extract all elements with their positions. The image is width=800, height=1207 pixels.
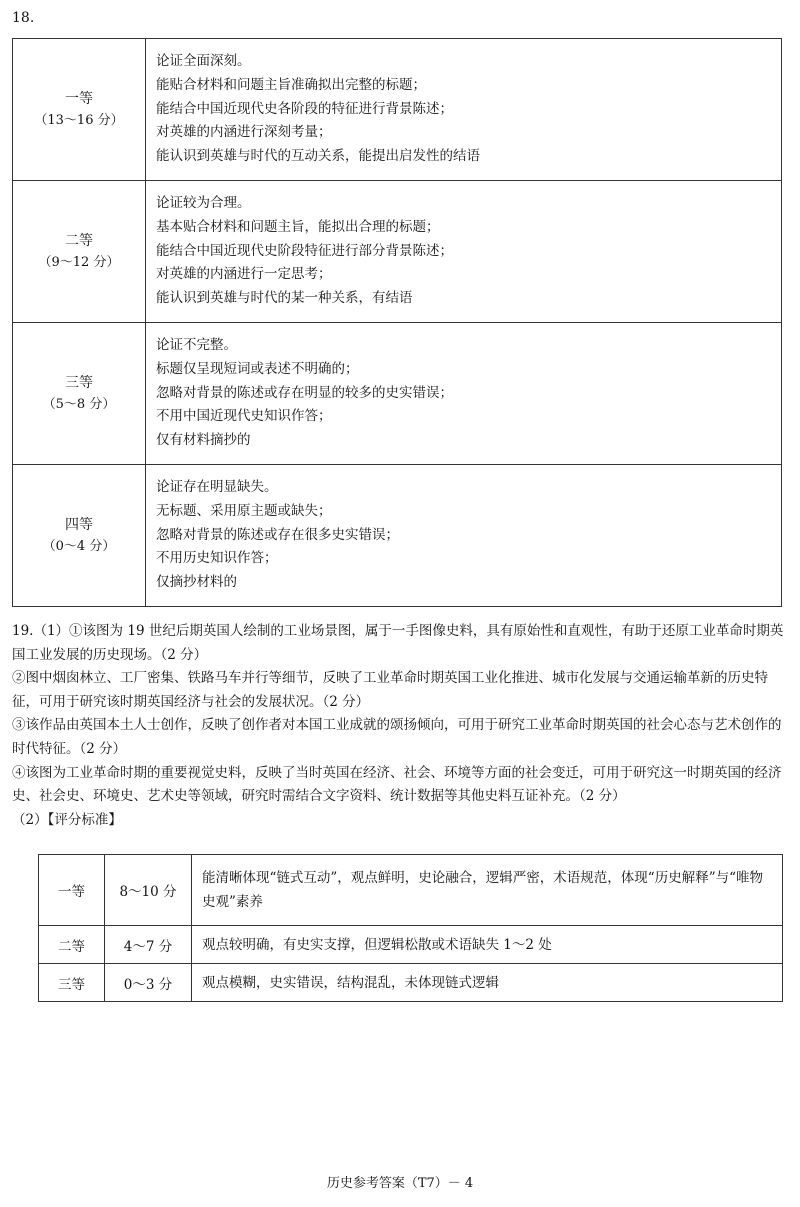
criteria-line: 标题仅呈现短词或表述不明确的； bbox=[156, 360, 359, 377]
grade-level: 二等 bbox=[65, 232, 93, 249]
criteria-line: 能认识到英雄与时代的互动关系，能提出启发性的结语 bbox=[156, 148, 480, 165]
grade-row bbox=[39, 926, 783, 964]
criteria-line: 忽略对背景的陈述或存在明显的较多的史实错误； bbox=[156, 384, 453, 401]
grade-score-range: （5～8 分） bbox=[42, 396, 116, 412]
answer-paragraph-3: ③该作品由英国本土人士创作，反映了创作者对本国工业成就的颂扬倾向，可用于研究工业革命时期英国的社会心态与艺术创作的时代特征。（2 分） bbox=[12, 717, 782, 757]
grade-level: 二等 bbox=[39, 926, 105, 964]
question-18-grading-table bbox=[12, 38, 782, 607]
criteria-line: 能认识到英雄与时代的某一种关系，有结语 bbox=[156, 290, 413, 307]
question-19-answer bbox=[12, 620, 784, 832]
grade-criteria-cell bbox=[146, 465, 782, 607]
grade-criteria-cell bbox=[146, 181, 782, 323]
criteria-line: 论证存在明显缺失。 bbox=[156, 479, 278, 496]
grade-level-cell bbox=[13, 323, 146, 465]
criteria-line: 论证全面深刻。 bbox=[156, 53, 251, 70]
grade-criteria-cell bbox=[146, 323, 782, 465]
question-19-grading-table bbox=[38, 854, 783, 1002]
grade-level: 一等 bbox=[65, 90, 93, 107]
grade-row bbox=[13, 181, 782, 323]
criteria-line: 忽略对背景的陈述或存在很多史实错误； bbox=[156, 526, 399, 543]
criteria-line: 对英雄的内涵进行一定思考； bbox=[156, 266, 332, 283]
grade-score-range: 4～7 分 bbox=[105, 926, 192, 964]
grade-score-range: 8～10 分 bbox=[105, 855, 192, 926]
grade-row bbox=[13, 39, 782, 181]
criteria-line: 论证较为合理。 bbox=[156, 195, 251, 212]
grade-score-range: （9～12 分） bbox=[38, 254, 120, 270]
criteria-line: 不用历史知识作答； bbox=[156, 550, 278, 567]
criteria-line: 对英雄的内涵进行深刻考量； bbox=[156, 124, 332, 141]
criteria-line: 论证不完整。 bbox=[156, 337, 237, 354]
grade-criteria: 能清晰体现“链式互动”，观点鲜明，史论融合，逻辑严密，术语规范，体现“历史解释”与“唯物史观”素养 bbox=[192, 855, 783, 926]
page-footer: 历史参考答案（T7）－ 4 bbox=[326, 1176, 474, 1191]
grade-level-cell bbox=[13, 39, 146, 181]
grade-score-range: （0～4 分） bbox=[42, 538, 116, 554]
grade-criteria-cell bbox=[146, 39, 782, 181]
question-18-number: 18. bbox=[12, 10, 35, 26]
grade-level: 一等 bbox=[39, 855, 105, 926]
grade-criteria: 观点模糊，史实错误，结构混乱，未体现链式逻辑 bbox=[192, 964, 783, 1002]
answer-paragraph-2: ②图中烟囱林立、工厂密集、铁路马车并行等细节，反映了工业革命时期英国工业化推进、城市化发展与交通运输革新的历史特征，可用于研究该时期英国经济与社会的发展状况。（2 分） bbox=[12, 670, 768, 710]
criteria-line: 无标题、采用原主题或缺失； bbox=[156, 502, 332, 519]
grade-score-range: 0～3 分 bbox=[105, 964, 192, 1002]
criteria-line: 能贴合材料和问题主旨准确拟出完整的标题； bbox=[156, 76, 426, 93]
criteria-line: 仅有材料摘抄的 bbox=[156, 432, 251, 449]
criteria-line: 基本贴合材料和问题主旨，能拟出合理的标题； bbox=[156, 218, 440, 235]
criteria-line: 不用中国近现代史知识作答； bbox=[156, 408, 332, 425]
answer-paragraph-1: 19.（1）①该图为 19 世纪后期英国人绘制的工业场景图，属于一手图像史料，具有原始性和直观性，有助于还原工业革命时期英国工业发展的历史现场。（2 分） bbox=[12, 623, 784, 663]
grade-level: 三等 bbox=[65, 374, 93, 391]
grade-row bbox=[13, 465, 782, 607]
answer-paragraph-4: ④该图为工业革命时期的重要视觉史料，反映了当时英国在经济、社会、环境等方面的社会变迁，可用于研究这一时期英国的经济史、社会史、环境史、艺术史等领域，研究时需结合文字资料、统计数据等其他史料互证补充。（2 分） bbox=[12, 764, 782, 805]
criteria-line: 能结合中国近现代史阶段特征进行部分背景陈述； bbox=[156, 242, 453, 259]
grade-level: 三等 bbox=[39, 964, 105, 1002]
grade-criteria: 观点较明确，有史实支撑，但逻辑松散或术语缺失 1～2 处 bbox=[192, 926, 783, 964]
grade-row bbox=[13, 323, 782, 465]
grade-level-cell bbox=[13, 465, 146, 607]
scoring-standard-heading: （2）【评分标准】 bbox=[12, 811, 122, 828]
criteria-line: 能结合中国近现代史各阶段的特征进行背景陈述； bbox=[156, 100, 453, 117]
grade-score-range: （13～16 分） bbox=[34, 112, 124, 128]
criteria-line: 仅摘抄材料的 bbox=[156, 574, 237, 591]
grade-row bbox=[39, 964, 783, 1002]
grade-row bbox=[39, 855, 783, 926]
grade-level: 四等 bbox=[65, 516, 93, 533]
grade-level-cell bbox=[13, 181, 146, 323]
